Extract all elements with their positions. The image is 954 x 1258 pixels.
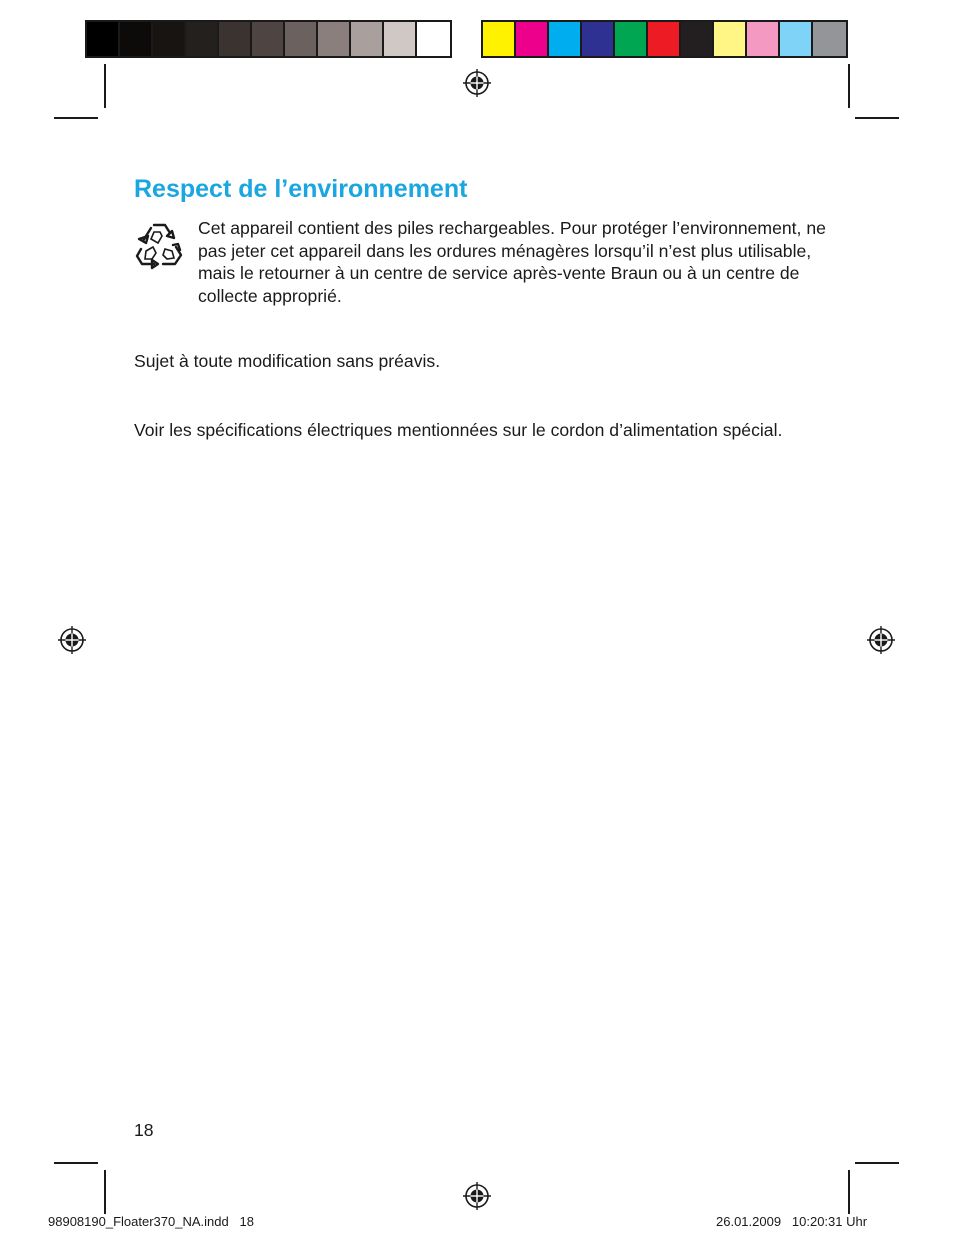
color-swatch [318,22,351,56]
crop-mark [855,1162,899,1164]
color-swatch [219,22,252,56]
color-swatch [582,22,615,56]
color-swatch [252,22,285,56]
color-swatch [186,22,219,56]
page-number: 18 [134,1120,154,1140]
color-swatch [813,22,846,56]
color-swatch [780,22,813,56]
crop-mark [54,117,98,119]
color-swatch [516,22,549,56]
crop-mark [848,64,850,108]
crop-mark [54,1162,98,1164]
crop-mark [104,64,106,108]
color-swatch [351,22,384,56]
color-bar-grayscale [85,20,452,58]
color-swatch [681,22,714,56]
registration-mark-icon [57,625,87,655]
crop-mark [104,1170,106,1214]
environment-text: Cet appareil contient des piles rechargeables. Pour protéger l’environnement, ne pas jeter cet appareil dans les ordures ménagères lorsqu’il n’est plus utilisable, mais le retourner à un centre de service après-vente Braun ou à un centre de collecte approprié. [198,218,826,306]
color-swatch [648,22,681,56]
color-swatch [120,22,153,56]
registration-mark-icon [462,1181,492,1211]
color-bar-process [481,20,848,58]
color-swatch [384,22,417,56]
crop-mark [848,1170,850,1214]
registration-mark-icon [462,68,492,98]
color-swatch [417,22,450,56]
color-swatch [747,22,780,56]
section-heading: Respect de l’environnement [134,175,468,203]
color-swatch [615,22,648,56]
color-swatch [549,22,582,56]
color-swatch [714,22,747,56]
slug-timestamp: 26.01.2009 10:20:31 Uhr [716,1214,868,1229]
crop-mark [855,117,899,119]
slug-filename: 98908190_Floater370_NA.indd 18 [48,1214,254,1229]
color-swatch [87,22,120,56]
color-swatch [483,22,516,56]
electrical-spec-note: Voir les spécifications électriques mentionnées sur le cordon d’alimentation spécial. [134,420,783,440]
color-swatch [285,22,318,56]
modification-notice: Sujet à toute modification sans préavis. [134,351,441,371]
recycle-icon [134,219,186,271]
color-swatch [153,22,186,56]
registration-mark-icon [866,625,896,655]
